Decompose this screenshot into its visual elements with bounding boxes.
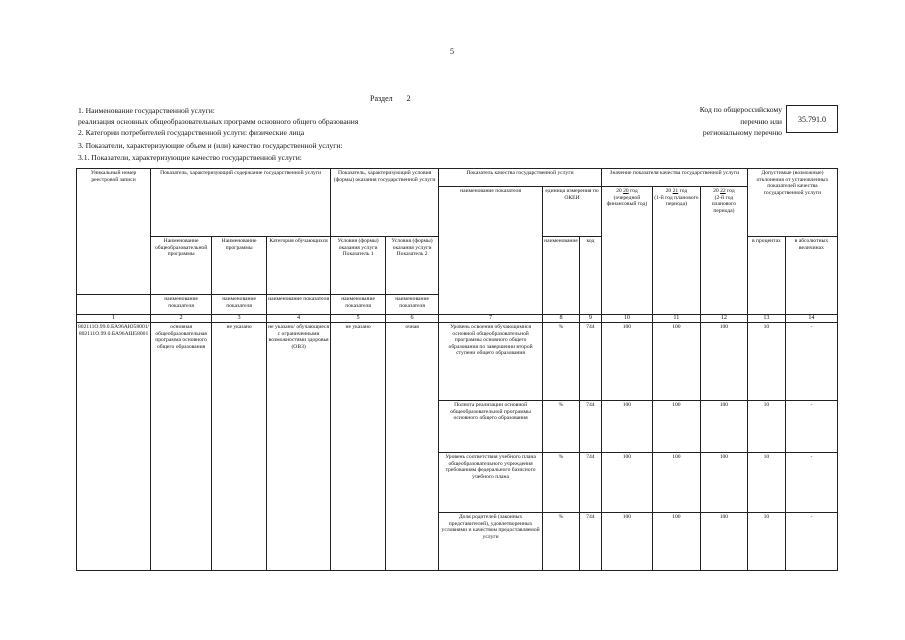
value-year2: 100 [652, 453, 700, 513]
col-number: 1 [77, 315, 151, 323]
hdr-year2: 20 21 год (1-й год планового периода) [652, 187, 700, 315]
value-year3: 100 [700, 401, 747, 453]
deviation-percent: 10 [747, 513, 785, 571]
section-number: 2 [406, 94, 411, 103]
value-year2: 100 [652, 401, 700, 453]
hdr-sub-content2: Наименование программы [212, 237, 267, 295]
value-year3: 100 [700, 453, 747, 513]
hdr-year3: 20 22 год (2-й год планового периода) [700, 187, 747, 315]
unit-code: 744 [579, 323, 601, 401]
hdr-content: Показатель, характеризующий содержание государственной услуги [151, 169, 331, 187]
unit-name: % [543, 323, 580, 401]
deviation-percent: 10 [747, 401, 785, 453]
service-name-label: 1. Наименование государственной услуги: [78, 106, 215, 115]
record-category: не указано/ обучающиеся с ограниченными возможностями здоровья (ОВЗ) [267, 323, 331, 571]
value-year1: 100 [601, 401, 652, 453]
hdr-deviations: Допустимые (возможные) отклонения от установленных показателей качества государственной услуги [747, 169, 837, 237]
hdr-name-indicator-5: наименование показателя [331, 295, 386, 315]
unit-code: 744 [579, 401, 601, 453]
value-year1: 100 [601, 323, 652, 401]
deviation-percent: 10 [747, 323, 785, 401]
col-number: 13 [747, 315, 785, 323]
table-row [77, 323, 838, 401]
unit-code: 744 [579, 453, 601, 513]
deviation-absolute: - [785, 401, 837, 453]
col-number: 5 [331, 315, 386, 323]
value-year1: 100 [601, 513, 652, 571]
code-label-1: Код по общероссийскому [699, 105, 782, 114]
hdr-unit-code: код [579, 237, 601, 315]
indicators-heading: 3. Показатели, характеризующие объем и (или) качество государственной услуги: [78, 141, 343, 150]
section-label: Раздел [370, 94, 393, 103]
hdr-conditions: Показатель, характеризующий условия (формы) оказания государственной услуги [331, 169, 439, 187]
page-number: 5 [450, 47, 454, 56]
unit-name: % [543, 453, 580, 513]
hdr-sub-content1: Наименование общеобразовательной программы [151, 237, 212, 295]
hdr-quality: Показатель качества государственной услуги [439, 169, 602, 187]
col-number: 14 [785, 315, 837, 323]
quality-indicators-table [76, 168, 838, 571]
col-number: 9 [579, 315, 601, 323]
deviation-percent: 10 [747, 453, 785, 513]
hdr-sub-content3: Категория обучающихся [267, 237, 331, 295]
value-year1: 100 [601, 453, 652, 513]
service-name-value: реализация основных общеобразовательных программ основного общего образования [78, 117, 359, 126]
indicator-name: Уровень освоения обучающимися основной общеобразовательной программы основного общего образования по завершении второй ступени общего образования [439, 323, 543, 401]
col-number: 10 [601, 315, 652, 323]
value-year3: 100 [700, 323, 747, 401]
deviation-absolute: - [785, 323, 837, 401]
hdr-name-indicator-3: наименование показателя [212, 295, 267, 315]
hdr-unit-name: наименование [543, 237, 580, 315]
hdr-in-percent: в процентах [747, 237, 785, 315]
record-program-name: не указано [212, 323, 267, 571]
value-year3: 100 [700, 513, 747, 571]
value-year2: 100 [652, 513, 700, 571]
hdr-year1: 20 20 год (очередной финансовый год) [601, 187, 652, 315]
deviation-absolute: - [785, 513, 837, 571]
col-number: 7 [439, 315, 543, 323]
record-cond1: не указано [331, 323, 386, 571]
code-label-2: перечню или [740, 117, 782, 126]
hdr-unit: единица измерения по ОКЕИ [543, 187, 602, 237]
hdr-unique-number: Уникальный номер реестровой записи [77, 169, 151, 295]
hdr-name-indicator-6: наименование показателя [386, 295, 439, 315]
hdr-name-indicator-2: наименование показателя [151, 295, 212, 315]
hdr-indicator-name: наименование показателя [439, 187, 543, 315]
unit-code: 744 [579, 513, 601, 571]
col-number: 4 [267, 315, 331, 323]
consumer-category: 2. Категории потребителей государственной услуги: физические лица [78, 128, 305, 137]
quality-indicators-heading: 3.1. Показатели, характеризующие качество государственной услуги: [78, 153, 302, 162]
section-title [370, 94, 411, 103]
indicator-name: Уровень соответствия учебного плана общеобразовательного учреждения требованиям федерального базисного учебного плана [439, 453, 543, 513]
deviation-absolute: - [785, 453, 837, 513]
record-cond2: очная [386, 323, 439, 571]
hdr-in-absolute: в абсолютных величинах [785, 237, 837, 315]
indicator-name: Полнота реализации основной общеобразовательной программы основного общего образования [439, 401, 543, 453]
col-number: 12 [700, 315, 747, 323]
col-number: 11 [652, 315, 700, 323]
record-unique-number: 802111О.99.0.БА96АЮ58001/ 802111О.99.0.БА96АШ58001 [77, 323, 151, 571]
registry-code-box: 35.791.0 [786, 105, 838, 133]
record-program: основная общеобразовательная программа основного общего образования [151, 323, 212, 571]
col-number: 2 [151, 315, 212, 323]
hdr-sub-cond1: Условия (формы) оказания услуги Показатель 1 [331, 237, 386, 295]
hdr-sub-cond2: Условия (формы) оказания услуги Показатель 2 [386, 237, 439, 295]
col-number: 8 [543, 315, 580, 323]
col-number: 6 [386, 315, 439, 323]
indicator-name: Доля родителей (законных представителей), удовлетворенных условиями и качеством предоставляемой услуги [439, 513, 543, 571]
value-year2: 100 [652, 323, 700, 401]
unit-name: % [543, 513, 580, 571]
col-number: 3 [212, 315, 267, 323]
hdr-values: Значение показателя качества государственной услуги [601, 169, 747, 187]
code-label-3: региональному перечню [702, 128, 782, 137]
hdr-name-indicator-4: наименование показателя [267, 295, 331, 315]
column-numbers-row [77, 315, 838, 323]
unit-name: % [543, 401, 580, 453]
